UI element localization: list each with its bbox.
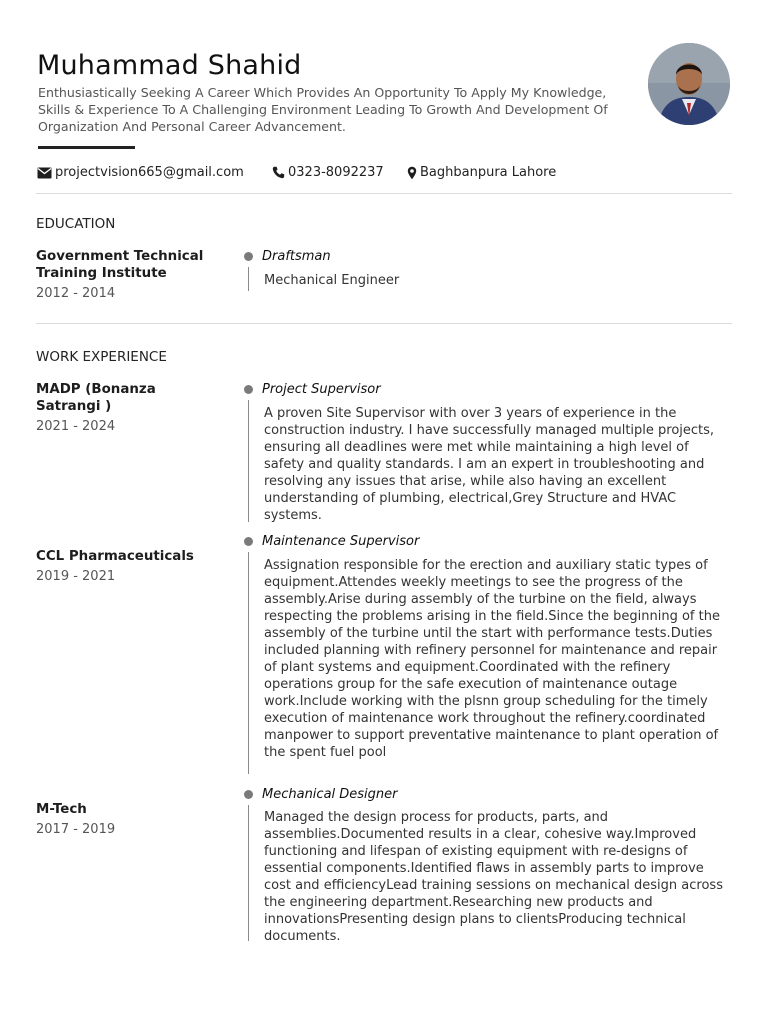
job-role-row [244, 787, 398, 802]
education-heading: EDUCATION [36, 216, 116, 232]
candidate-name: Muhammad Shahid [37, 50, 302, 81]
job-entry-left [36, 801, 231, 837]
timeline-line [248, 267, 249, 291]
timeline-dot [244, 790, 253, 799]
avatar [648, 43, 730, 125]
name-underline [38, 146, 135, 149]
company-name: MADP (Bonanza Satrangi ) [36, 382, 156, 414]
timeline-dot [244, 252, 253, 261]
location-text: Baghbanpura Lahore [420, 165, 557, 180]
contact-phone[interactable] [272, 165, 384, 180]
job-description: Managed the design process for products, parts, and assemblies.Documented results in a clear, cohesive way.Improved functioning and lifespan of existing equipment with re-designs of essential components.Identified flaws in assembly parts to improve cost and efficiencyLead training sessions on mechanical design across the engineering department.Researching new products and innovationsPresenting design plans to clientsProducing technical documents. [264, 810, 723, 944]
work-experience-heading: WORK EXPERIENCE [36, 349, 167, 365]
education-entry-left [36, 248, 231, 301]
job-description: A proven Site Supervisor with over 3 years of experience in the construction industry. I have successfully managed multiple projects, ensuring all deadlines were met while maintaining a high level of safety and quality standards. I am an expert in troubleshooting and resolving any issues that arise, while also having an excellent understanding of plumbing, electrical,Grey Structure and HVAC systems. [264, 406, 715, 523]
education-description: Mechanical Engineer [264, 273, 400, 288]
job-entry-left [36, 548, 231, 584]
map-pin-icon [407, 166, 417, 180]
timeline-line [248, 805, 249, 941]
job-dates: 2019 - 2021 [36, 569, 116, 584]
job-description: Assignation responsible for the erection and auxiliary static types of equipment.Attendes weekly meetings to see the progress of the assembly.Arise during assembly of the turbine on the field, always respecting the problems arising in the field.Since the beginning of the assembly of the turbine until the start with performance tests.Duties included planning with refinery personnel for maintenance and repair of plant systems and equipment.Coordinated with the refinery operations group for the safe execution of maintenance outage work.Include working with the plsnn group scheduling for the timely execution of maintenance work throughout the refinery.coordinated manpower to support preventative maintenance to plant operation of the spent fuel pool [264, 558, 720, 760]
career-summary: Enthusiastically Seeking A Career Which Provides An Opportunity To Apply My Knowledge, Skills & Experience To A Challenging Environment Leading To Growth And Development Of Organization And Personal Career Advancement. [38, 85, 608, 134]
job-role-row [244, 534, 419, 549]
education-role: Draftsman [262, 249, 331, 264]
timeline-line [248, 552, 249, 774]
job-title: Mechanical Designer [262, 787, 398, 802]
contact-location [407, 165, 556, 180]
timeline-dot [244, 537, 253, 546]
phone-icon [272, 166, 285, 179]
contact-email[interactable] [37, 165, 244, 180]
job-dates: 2017 - 2019 [36, 822, 116, 837]
education-role-row [244, 249, 331, 264]
profile-photo [648, 43, 730, 125]
job-dates: 2021 - 2024 [36, 419, 116, 434]
job-title: Project Supervisor [262, 382, 381, 397]
job-entry-left [36, 381, 186, 434]
company-name: CCL Pharmaceuticals [36, 549, 194, 564]
timeline-dot [244, 385, 253, 394]
divider [36, 323, 732, 324]
company-name: M-Tech [36, 802, 87, 817]
education-dates: 2012 - 2014 [36, 286, 116, 301]
phone-text[interactable]: 0323-8092237 [288, 165, 384, 180]
job-role-row [244, 382, 381, 397]
envelope-icon [37, 167, 52, 179]
institution-name: Government Technical Training Institute [36, 249, 204, 281]
timeline-line [248, 400, 249, 522]
divider [36, 193, 732, 194]
job-title: Maintenance Supervisor [262, 534, 420, 549]
email-text[interactable]: projectvision665@gmail.com [55, 165, 244, 180]
